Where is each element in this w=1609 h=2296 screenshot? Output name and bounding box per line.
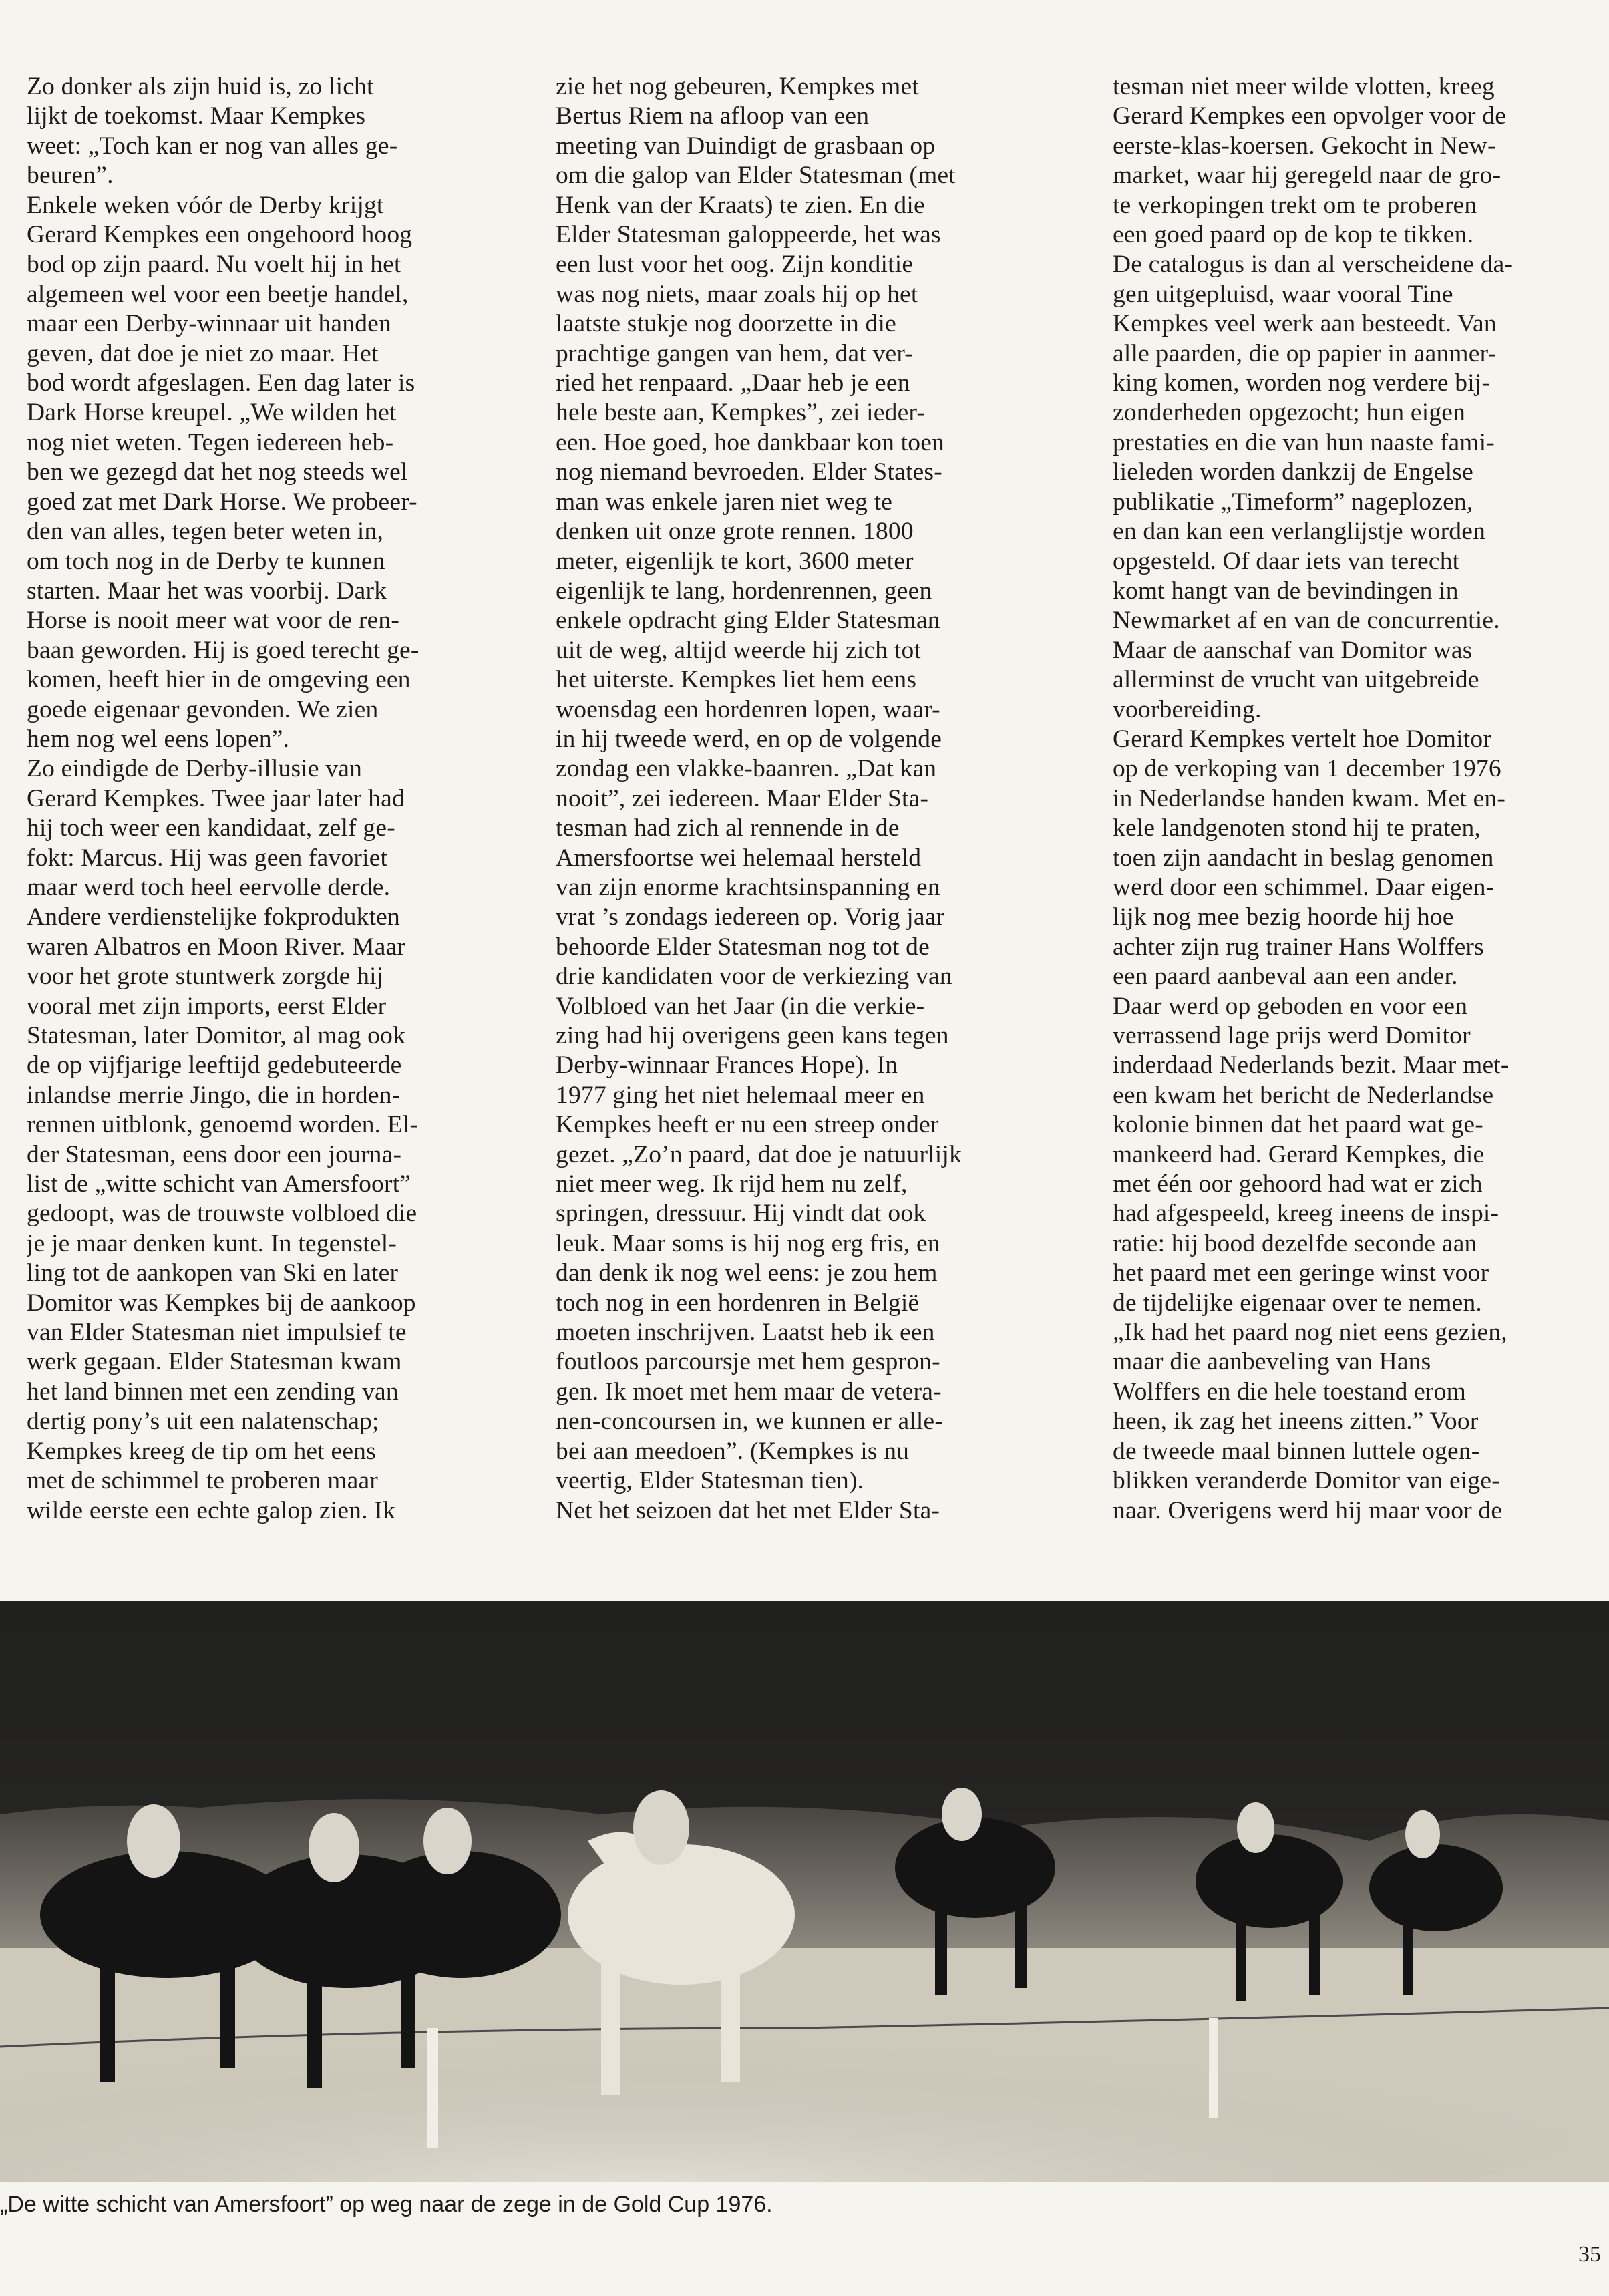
text-line: alle paarden, die op papier in aanmer- <box>1113 339 1497 367</box>
text-line: werk gegaan. Elder Statesman kwam <box>27 1348 402 1376</box>
page-number: 35 <box>1578 2242 1601 2267</box>
text-line: ried het renpaard. „Daar heb je een <box>556 369 910 397</box>
text-line: gedoopt, was de trouwste volbloed die <box>27 1200 417 1228</box>
text-line: toch nog in een hordenren in België <box>556 1289 920 1317</box>
text-line: de tweede maal binnen luttele ogen- <box>1113 1437 1480 1465</box>
text-line: bod op zijn paard. Nu voelt hij in het <box>27 251 401 279</box>
text-line: fokt: Marcus. Hij was geen favoriet <box>27 844 388 872</box>
text-line: goed zat met Dark Horse. We probeer- <box>27 488 417 516</box>
text-line: het uiterste. Kempkes liet hem eens <box>556 666 917 694</box>
text-line: Gerard Kempkes vertelt hoe Domitor <box>1113 725 1492 753</box>
text-line: hele beste aan, Kempkes”, zei ieder- <box>556 399 926 427</box>
text-line: lijkt de toekomst. Maar Kempkes <box>27 102 366 130</box>
text-line: Net het seizoen dat het met Elder Sta- <box>556 1496 940 1524</box>
text-line: vrat ’s zondags iedereen op. Vorig jaar <box>556 903 945 931</box>
text-line: maar een Derby-winnaar uit handen <box>27 310 391 338</box>
text-line: voor het grote stuntwerk zorgde hij <box>27 963 384 991</box>
text-line: eigenlijk te lang, hordenrennen, geen <box>556 577 932 605</box>
race-photo-illustration <box>0 1601 1609 2182</box>
text-line: verrassend lage prijs werd Domitor <box>1113 1022 1471 1049</box>
text-line: prestaties en die van hun naaste fami- <box>1113 428 1495 456</box>
text-line: vooral met zijn imports, eerst Elder <box>27 992 387 1020</box>
text-line: wilde eerste een echte galop zien. Ik <box>27 1496 395 1524</box>
text-line: goede eigenaar gevonden. We zien <box>27 695 379 723</box>
text-line: Amersfoortse wei helemaal hersteld <box>556 844 922 872</box>
text-line: enkele opdracht ging Elder Statesman <box>556 607 940 635</box>
text-line: drie kandidaten voor de verkiezing van <box>556 963 952 991</box>
text-column-3 <box>1113 72 1609 1572</box>
text-column-1 <box>27 72 534 1572</box>
text-line: in hij tweede werd, en op de volgende <box>556 725 942 753</box>
text-line: den van alles, tegen beter weten in, <box>27 518 384 546</box>
text-line: met één oor gehoord had wat er zich <box>1113 1170 1483 1198</box>
text-line: blikken veranderde Domitor van eige- <box>1113 1467 1500 1495</box>
text-line: veertig, Elder Statesman tien). <box>556 1467 864 1495</box>
text-line: market, waar hij geregeld naar de gro- <box>1113 162 1501 190</box>
text-line: gezet. „Zo’n paard, dat doe je natuurlijk <box>556 1140 962 1168</box>
text-line: nooit”, zei iedereen. Maar Elder Sta- <box>556 784 929 812</box>
text-line: meeting van Duindigt de grasbaan op <box>556 132 936 160</box>
text-line: beuren”. <box>27 162 114 190</box>
race-photo <box>0 1601 1609 2182</box>
text-line: opgesteld. Of daar iets van terecht <box>1113 547 1460 575</box>
text-line: ratie: hij bood dezelfde seconde aan <box>1113 1229 1477 1257</box>
text-column-2 <box>556 72 1075 1572</box>
text-line: Dark Horse kreupel. „We wilden het <box>27 399 397 427</box>
text-line: Andere verdienstelijke fokprodukten <box>27 903 400 931</box>
text-line: Henk van der Kraats) te zien. En die <box>556 191 925 219</box>
text-line: tesman had zich al rennende in de <box>556 814 900 842</box>
text-line: achter zijn rug trainer Hans Wolffers <box>1113 933 1484 961</box>
text-line: naar. Overigens werd hij maar voor de <box>1113 1496 1503 1524</box>
text-line: Derby-winnaar Frances Hope). In <box>556 1051 898 1080</box>
text-line: kolonie binnen dat het paard wat ge- <box>1113 1111 1483 1139</box>
text-line: publikatie „Timeform” nageplozen, <box>1113 488 1473 516</box>
text-line: leuk. Maar soms is hij nog erg fris, en <box>556 1229 940 1257</box>
text-line: Zo eindigde de Derby-illusie van <box>27 755 363 783</box>
text-line: een kwam het bericht de Nederlandse <box>1113 1081 1494 1109</box>
text-line: inderdaad Nederlands bezit. Maar met- <box>1113 1051 1509 1080</box>
text-line: denken uit onze grote rennen. 1800 <box>556 518 914 546</box>
text-line: weet: „Toch kan er nog van alles ge- <box>27 132 398 160</box>
text-line: king komen, worden nog verdere bij- <box>1113 369 1491 397</box>
text-line: nog niet weten. Tegen iedereen heb- <box>27 428 394 456</box>
text-line: baan geworden. Hij is goed terecht ge- <box>27 636 419 664</box>
text-line: allerminst de vrucht van uitgebreide <box>1113 666 1479 694</box>
text-line: Kempkes veel werk aan besteedt. Van <box>1113 310 1497 338</box>
text-line: Horse is nooit meer wat voor de ren- <box>27 607 400 635</box>
text-line: man was enkele jaren niet weg te <box>556 488 893 516</box>
text-line: nen-concoursen in, we kunnen er alle- <box>556 1408 944 1436</box>
text-line: lieleden worden dankzij de Engelse <box>1113 458 1473 486</box>
text-line: Enkele weken vóór de Derby krijgt <box>27 191 384 219</box>
text-line: het paard met een geringe winst voor <box>1113 1259 1489 1287</box>
text-line: Gerard Kempkes een ongehoord hoog <box>27 221 413 249</box>
text-line: algemeen wel voor een beetje handel, <box>27 280 409 308</box>
text-line: behoorde Elder Statesman nog tot de <box>556 933 930 961</box>
text-line: komen, heeft hier in de omgeving een <box>27 666 411 694</box>
text-line: Maar de aanschaf van Domitor was <box>1113 636 1473 664</box>
text-line: springen, dressuur. Hij vindt dat ook <box>556 1200 926 1228</box>
text-line: heen, ik zag het ineens zitten.” Voor <box>1113 1408 1479 1436</box>
text-line: een paard aanbeval aan een ander. <box>1113 963 1458 991</box>
text-line: laatste stukje nog doorzette in die <box>556 310 896 338</box>
text-line: rennen uitblonk, genoemd worden. El- <box>27 1111 419 1139</box>
text-line: in Nederlandse handen kwam. Met en- <box>1113 784 1506 812</box>
text-line: meter, eigenlijk te kort, 3600 meter <box>556 547 914 575</box>
text-line: Kempkes kreeg de tip om het eens <box>27 1437 376 1465</box>
text-line: Statesman, later Domitor, al mag ook <box>27 1022 406 1049</box>
photo-caption: „De witte schicht van Amersfoort” op weg naar de zege in de Gold Cup 1976. <box>0 2192 773 2217</box>
text-line: De catalogus is dan al verscheidene da- <box>1113 251 1513 279</box>
text-line: van zijn enorme krachtsinspanning en <box>556 873 940 901</box>
text-line: zondag een vlakke-baanren. „Dat kan <box>556 755 937 783</box>
text-line: prachtige gangen van hem, dat ver- <box>556 339 913 367</box>
text-line: zie het nog gebeuren, Kempkes met <box>556 73 919 100</box>
text-line: dertig pony’s uit een nalatenschap; <box>27 1408 379 1436</box>
text-line: geven, dat doe je niet zo maar. Het <box>27 339 379 367</box>
text-line: een goed paard op de kop te tikken. <box>1113 221 1474 249</box>
text-line: niet meer weg. Ik rijd hem nu zelf, <box>556 1170 908 1198</box>
text-line: bod wordt afgeslagen. Een dag later is <box>27 369 415 397</box>
text-line: list de „witte schicht van Amersfoort” <box>27 1170 411 1198</box>
text-line: „Ik had het paard nog niet eens gezien, <box>1113 1319 1507 1347</box>
text-line: je je maar denken kunt. In tegenstel- <box>27 1229 397 1257</box>
text-line: lijk nog mee bezig hoorde hij hoe <box>1113 903 1454 931</box>
text-line: te verkopingen trekt om te proberen <box>1113 191 1477 219</box>
text-line: dan denk ik nog wel eens: je zou hem <box>556 1259 938 1287</box>
text-line: de op vijfjarige leeftijd gedebuteerde <box>27 1051 402 1080</box>
text-line: Volbloed van het Jaar (in die verkie- <box>556 992 925 1020</box>
text-line: de tijdelijke eigenaar over te nemen. <box>1113 1289 1482 1317</box>
text-line: gen uitgepluisd, waar vooral Tine <box>1113 280 1453 308</box>
text-line: ling tot de aankopen van Ski en later <box>27 1259 399 1287</box>
text-line: mankeerd had. Gerard Kempkes, die <box>1113 1140 1485 1168</box>
text-line: een. Hoe goed, hoe dankbaar kon toen <box>556 428 944 456</box>
text-line: maar werd toch heel eervolle derde. <box>27 873 391 901</box>
text-line: hem nog wel eens lopen”. <box>27 725 290 753</box>
text-line: der Statesman, eens door een journa- <box>27 1140 402 1168</box>
text-line: inlandse merrie Jingo, die in horden- <box>27 1081 401 1109</box>
text-line: gen. Ik moet met hem maar de vetera- <box>556 1377 942 1406</box>
text-line: had afgespeeld, kreeg ineens de inspi- <box>1113 1200 1499 1228</box>
text-line: het land binnen met een zending van <box>27 1377 399 1406</box>
text-line: eerste-klas-koersen. Gekocht in New- <box>1113 132 1496 160</box>
text-line: tesman niet meer wilde vlotten, kreeg <box>1113 73 1495 100</box>
text-line: Gerard Kempkes. Twee jaar later had <box>27 784 405 812</box>
text-line: een lust voor het oog. Zijn konditie <box>556 251 914 279</box>
text-line: Daar werd op geboden en voor een <box>1113 992 1468 1020</box>
text-line: bei aan meedoen”. (Kempkes is nu <box>556 1437 910 1465</box>
text-line: en dan kan een verlanglijstje worden <box>1113 518 1486 546</box>
text-line: Bertus Riem na afloop van een <box>556 102 870 130</box>
text-line: werd door een schimmel. Daar eigen- <box>1113 873 1495 901</box>
text-line: ben we gezegd dat het nog steeds wel <box>27 458 408 486</box>
text-line: op de verkoping van 1 december 1976 <box>1113 755 1501 783</box>
text-line: met de schimmel te proberen maar <box>27 1467 378 1495</box>
text-line: was nog niets, maar zoals hij op het <box>556 280 918 308</box>
text-line: om toch nog in de Derby te kunnen <box>27 547 385 575</box>
text-line: uit de weg, altijd weerde hij zich tot <box>556 636 922 664</box>
text-line: van Elder Statesman niet impulsief te <box>27 1319 407 1347</box>
text-line: nog niemand bevroeden. Elder States- <box>556 458 942 486</box>
text-line: komt hangt van de bevindingen in <box>1113 577 1459 605</box>
text-line: toen zijn aandacht in beslag genomen <box>1113 844 1494 872</box>
text-line: Elder Statesman galoppeerde, het was <box>556 221 941 249</box>
text-line: woensdag een hordenren lopen, waar- <box>556 695 940 723</box>
text-line: Zo donker als zijn huid is, zo licht <box>27 73 374 100</box>
text-line: foutloos parcoursje met hem gespron- <box>556 1348 940 1376</box>
text-line: Gerard Kempkes een opvolger voor de <box>1113 102 1507 130</box>
text-line: 1977 ging het niet helemaal meer en <box>556 1081 925 1109</box>
text-line: Newmarket af en van de concurrentie. <box>1113 607 1500 635</box>
text-line: voorbereiding. <box>1113 695 1262 723</box>
text-line: Wolffers en die hele toestand erom <box>1113 1377 1466 1406</box>
text-line: starten. Maar het was voorbij. Dark <box>27 577 387 605</box>
text-line: maar die aanbeveling van Hans <box>1113 1348 1431 1376</box>
text-line: Domitor was Kempkes bij de aankoop <box>27 1289 416 1317</box>
text-line: zing had hij overigens geen kans tegen <box>556 1022 949 1049</box>
text-line: moeten inschrijven. Laatst heb ik een <box>556 1319 935 1347</box>
text-line: kele landgenoten stond hij te praten, <box>1113 814 1481 842</box>
text-line: Kempkes heeft er nu een streep onder <box>556 1111 939 1139</box>
text-line: zonderheden opgezocht; hun eigen <box>1113 399 1466 427</box>
text-line: waren Albatros en Moon River. Maar <box>27 933 406 961</box>
text-line: om die galop van Elder Statesman (met <box>556 162 956 190</box>
text-line: hij toch weer een kandidaat, zelf ge- <box>27 814 395 842</box>
